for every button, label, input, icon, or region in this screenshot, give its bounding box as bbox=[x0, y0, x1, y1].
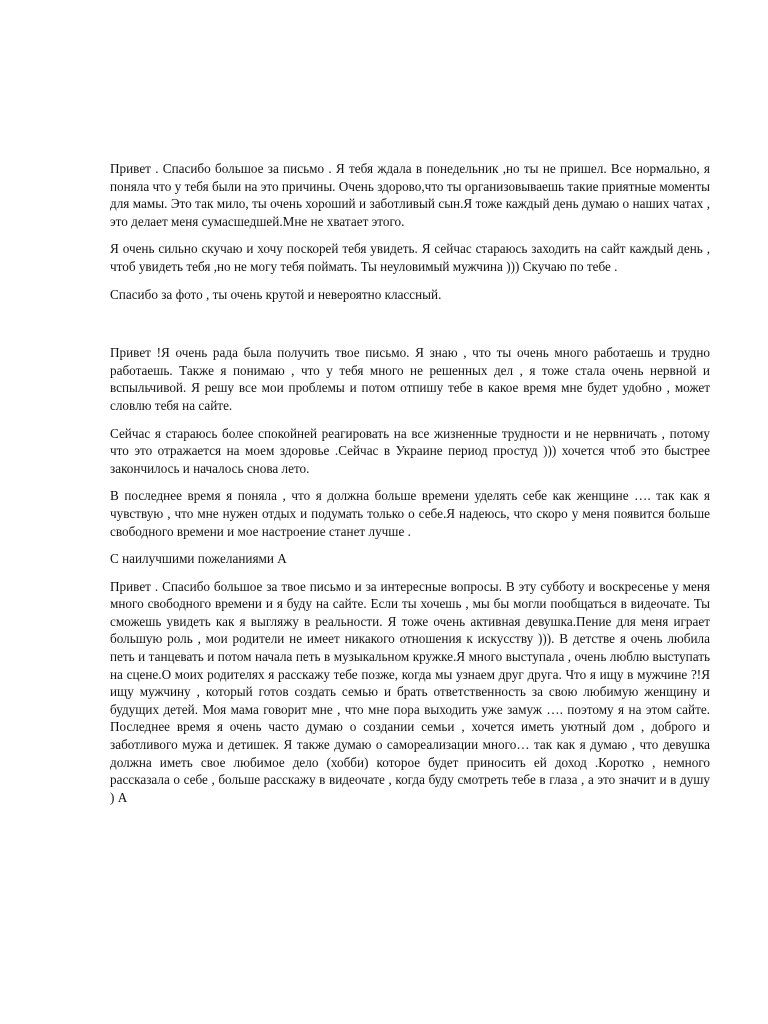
letter-paragraph-1: Привет . Спасибо большое за письмо . Я тебя ждала в понедельник ,но ты не пришел. Все нормально, я поняла что у тебя были на это причины. Очень здорово,что ты организовываешь такие приятные моменты для мамы. Это так мило, ты очень хороший и заботливый сын.Я тоже каждый день думаю о наших чатах , это делает меня сумасшедшей.Мне не хватает этого. bbox=[110, 161, 710, 229]
letter-paragraph-6: В последнее время я поняла , что я должна больше времени уделять себе как женщине …. так как я чувствую , что мне нужен отдых и подумать только о себе.Я надеюсь, что скоро у меня появится больше свободного времени и мое настроение станет лучше . bbox=[110, 488, 710, 539]
letter-document bbox=[110, 160, 710, 806]
letter-signature-line: С наилучшими пожеланиями А bbox=[110, 551, 287, 567]
letter-paragraph-4: Привет !Я очень рада была получить твое письмо. Я знаю , что ты очень много работаешь и трудно работаешь. Также я понимаю , что у тебя много не решенных дел , я тоже стала очень нервной и вспыльчивой. Я решу все мои проблемы и потом отпишу тебе в какое время мне будет удобно , может словлю тебя на сайте. bbox=[110, 345, 710, 413]
letter-paragraph-2: Я очень сильно скучаю и хочу поскорей тебя увидеть. Я сейчас стараюсь заходить на сайт каждый день , чтоб увидеть тебя ,но не могу тебя поймать. Ты неуловимый мужчина ))) Скучаю по тебе . bbox=[110, 241, 710, 274]
letter-paragraph-5: Сейчас я стараюсь более спокойней реагировать на все жизненные трудности и не нервничать , потому что это отражается на моем здоровье .Сейчас в Украине период простуд ))) хочется чтоб это быстрее закончилось и началось снова лето. bbox=[110, 425, 710, 476]
letter-paragraph-3: Спасибо за фото , ты очень крутой и невероятно классный. bbox=[110, 286, 442, 302]
letter-paragraph-7: Привет . Спасибо большое за твое письмо и за интересные вопросы. В эту субботу и воскресенье у меня много свободного времени и я буду на сайте. Если ты хочешь , мы бы могли пообщаться в видеочате. Ты сможешь увидеть как я выгляжу в реальности. Я тоже очень активная девушка.Пение для меня играет большую роль , мои родители не имеет никакого отношения к искусству ))). В детстве я очень любила петь и танцевать и потом начала петь в музыкальном кружке.Я много выступала , очень люблю выступать на сцене.О моих родителях я расскажу тебе позже, когда мы узнаем друг друга. Что я ищу в мужчине ?!Я ищу мужчину , который готов создать семью и брать ответственность за свою любимую женщину и будущих детей. Моя мама говорит мне , что мне пора выходить уже замуж …. поэтому я на этом сайте. Последнее время я очень часто думаю о создании семьи , хочется иметь уютный дом , доброго и заботливого мужа и детишек. Я также думаю о самореализации много… так как я думаю , что девушка должна иметь свое любимое дело (хобби) которое будет приносить ей доход .Коротко , немного рассказала о себе , больше расскажу в видеочате , когда буду смотреть тебе в глаза , а это значит и в душу ) А bbox=[110, 578, 710, 805]
